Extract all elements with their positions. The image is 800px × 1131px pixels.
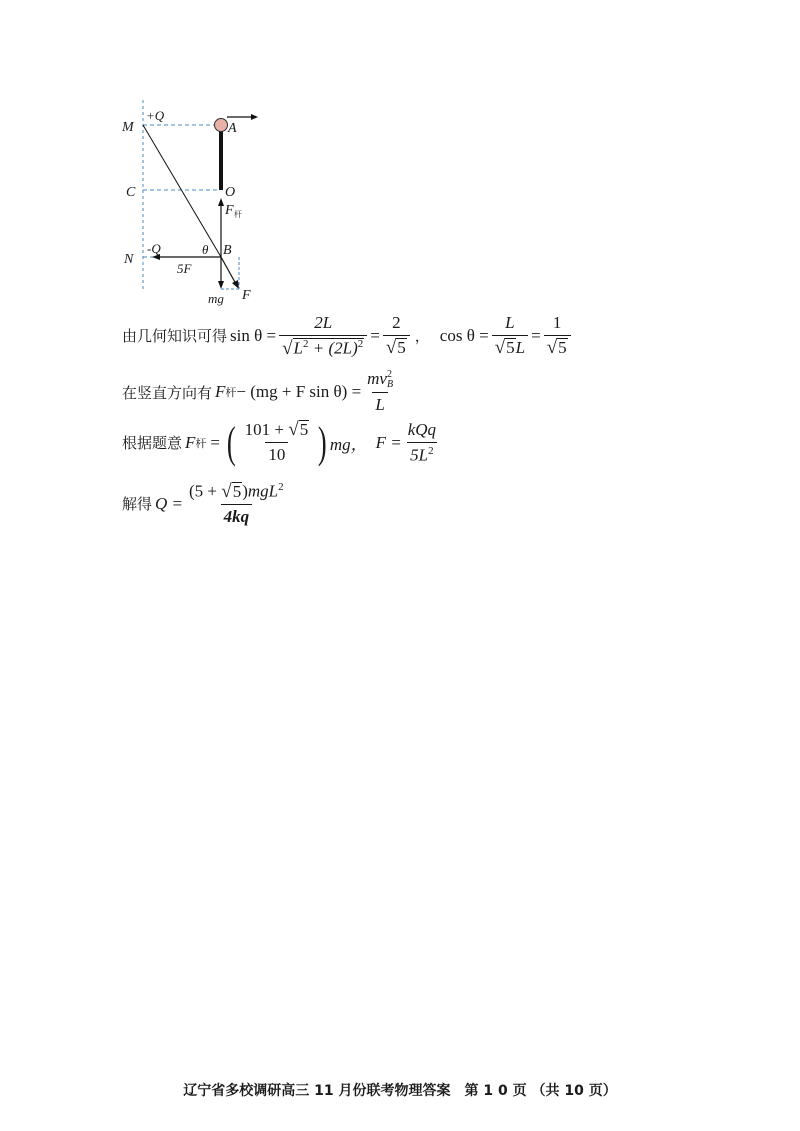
sqrt-symbol: √ $L^2 + (2L)^2$ bbox=[282, 337, 364, 359]
cos-fraction bbox=[492, 313, 528, 358]
force-diagram bbox=[110, 96, 280, 308]
eq1-prefix: 由几何知识可得 bbox=[122, 327, 228, 346]
left-paren: ( bbox=[226, 417, 236, 467]
sin-numerator: 2L bbox=[314, 313, 333, 332]
label-f-rod-sub: 杆 bbox=[234, 210, 242, 219]
mg-arrowhead bbox=[218, 281, 224, 289]
eq4-numerator: (5 + √ 5 )mgL$^2$ bbox=[189, 480, 284, 502]
eq1-cos-lhs: cos θ = bbox=[439, 325, 489, 345]
cos-denominator: √ 5 L bbox=[492, 335, 528, 358]
sin-simplified-fraction bbox=[383, 313, 410, 358]
cos2-denominator bbox=[544, 335, 571, 358]
eq3-prefix: 根据题意 bbox=[122, 434, 183, 453]
label-minus-q: -Q bbox=[147, 241, 161, 256]
equation-vertical bbox=[122, 369, 399, 415]
eq3-f2-numerator: kQq bbox=[407, 420, 437, 439]
eq4-lhs: Q = bbox=[155, 493, 184, 513]
label-5f: 5F bbox=[177, 261, 192, 276]
centripetal-fraction bbox=[364, 369, 396, 415]
equation-sin-cos bbox=[122, 313, 574, 359]
eq2-f-sub: 杆 bbox=[225, 387, 237, 400]
eq1-cos-equals: = bbox=[531, 325, 541, 345]
label-a: A bbox=[228, 121, 237, 136]
label-plus-q: +Q bbox=[146, 108, 165, 123]
equation-result bbox=[122, 481, 290, 527]
ball-a bbox=[215, 119, 228, 132]
sqrt-symbol: √ 5 bbox=[494, 337, 515, 359]
sqrt-symbol: √ 5 bbox=[385, 337, 406, 359]
sqrt-symbol: √ 5 bbox=[288, 419, 309, 441]
f-arrowhead bbox=[232, 280, 239, 289]
eq3-tail: mg， bbox=[329, 435, 368, 455]
label-mg: mg bbox=[208, 291, 224, 306]
page-footer: 辽宁省多校调研高三 11 月份联考物理答案 第 1 0 页 （共 10 页） bbox=[183, 1083, 617, 1099]
label-theta: θ bbox=[202, 242, 209, 257]
eq3-f: F bbox=[185, 432, 196, 452]
equation-given bbox=[122, 417, 442, 467]
eq3-denominator: 10 bbox=[265, 442, 288, 465]
sin-fraction bbox=[279, 313, 367, 359]
result-fraction bbox=[186, 481, 287, 527]
sin-den-a: L bbox=[293, 338, 303, 358]
coulomb-fraction bbox=[405, 420, 439, 466]
f-arrow bbox=[221, 257, 236, 284]
label-n: N bbox=[124, 252, 134, 267]
diagonal-line bbox=[143, 125, 221, 257]
eq1-comma: ， bbox=[414, 327, 430, 346]
eq3-f2-lhs: F = bbox=[375, 432, 402, 452]
eq3-f-sub: 杆 bbox=[195, 437, 207, 450]
eq1-equals: = bbox=[370, 325, 380, 345]
label-o: O bbox=[225, 185, 236, 200]
label-c: C bbox=[126, 185, 136, 200]
eq2-f: F bbox=[215, 382, 226, 402]
label-f-rod: F bbox=[225, 203, 234, 218]
velocity-arrowhead bbox=[251, 114, 258, 120]
label-m: M bbox=[122, 120, 134, 135]
sqrt-symbol: √ 5 bbox=[546, 337, 567, 359]
eq2-denominator: L bbox=[372, 392, 387, 415]
sin2-numerator: 2 bbox=[392, 313, 401, 333]
right-paren: ) bbox=[318, 417, 327, 467]
given-fraction bbox=[242, 420, 313, 465]
eq2-middle: − (mg + F sin θ) = bbox=[236, 382, 362, 402]
eq3-f2-denominator: $5L^2$ bbox=[407, 442, 436, 466]
eq2-prefix: 在竖直方向有 bbox=[122, 383, 213, 402]
cos-simplified-fraction bbox=[544, 313, 571, 358]
sqrt-symbol: √ 5 bbox=[221, 480, 242, 502]
rod-force-arrowhead bbox=[218, 198, 224, 206]
eq4-prefix: 解得 bbox=[122, 495, 153, 514]
eq1-sin-lhs: sin θ = bbox=[230, 325, 277, 345]
eq3-numerator: 101 + √ 5 bbox=[244, 419, 309, 441]
eq3-equals: = bbox=[210, 432, 220, 452]
cos2-numerator: 1 bbox=[552, 313, 562, 333]
cos-numerator: L bbox=[505, 313, 515, 333]
eq4-denominator: 4kq bbox=[221, 504, 253, 527]
sin-denominator bbox=[279, 335, 367, 359]
sin-den-b: + (2L) bbox=[308, 338, 358, 358]
label-b: B bbox=[223, 243, 232, 258]
label-f: F bbox=[242, 288, 251, 303]
eq2-numerator: mv 2 B bbox=[367, 369, 394, 391]
sin2-denominator bbox=[383, 335, 410, 358]
